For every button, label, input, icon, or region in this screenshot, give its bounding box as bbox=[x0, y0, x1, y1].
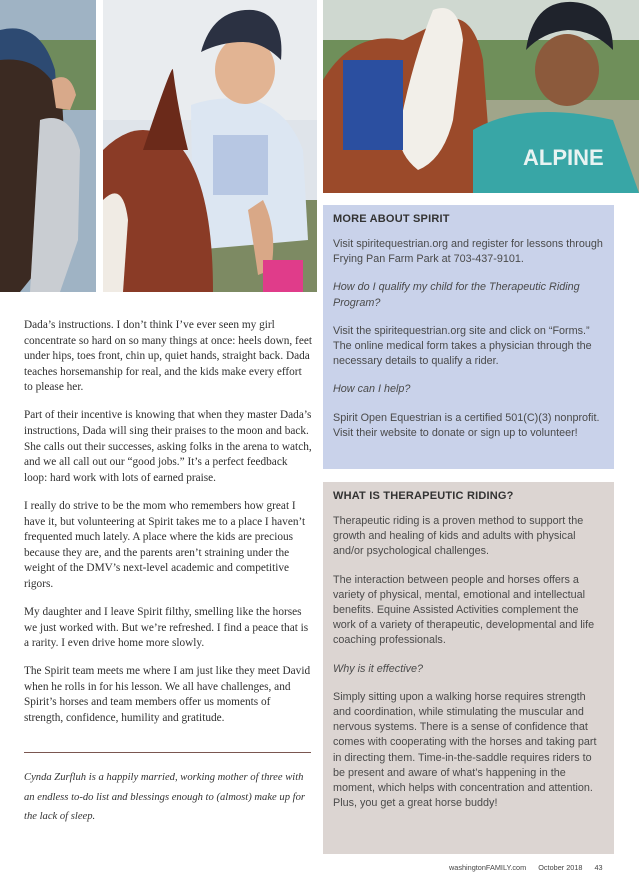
sidebar-heading: MORE ABOUT SPIRIT bbox=[333, 213, 450, 225]
article-body bbox=[24, 318, 312, 739]
sidebar-paragraph: Visit the spiritequestrian.org site and click on “Forms.” The online medical form takes a physician through the necessary details to qualify a rider. bbox=[333, 324, 592, 368]
article-paragraph: My daughter and I leave Spirit filthy, smelling like the horses we just worked with. But we’re refreshed. I find a peace that is a rarity. I even drive home more slowly. bbox=[24, 606, 309, 650]
sidebar-paragraph: Simply sitting upon a walking horse requires strength and coordination, while stimulating the muscular and nervous systems. There is a sense of confidence that comes with cooperating with the horses and taking part in directing them. Time-in-the-saddle requires riders to be present and aware of what’s happening in the moment, which helps with concentration and attention. Plus, you get a great horse buddy! bbox=[333, 690, 597, 810]
author-bio: Cynda Zurfluh is a happily married, working mother of three with an endless to-do list and blessings enough to (almost) make up for the lack of sleep. bbox=[24, 772, 306, 822]
article-paragraph: Dada’s instructions. I don’t think I’ve ever seen my girl concentrate so hard on so many things at once: heels down, feet under hips, toes front, chin up, quiet hands, straight back. Dada teaches horsemanship for real, and the kids make every effort to please her. bbox=[24, 319, 312, 394]
sidebar-therapeutic-riding bbox=[323, 482, 614, 854]
sidebar-paragraph: Visit spiritequestrian.org and register for lessons through Frying Pan Farm Park at 703-437-9101. bbox=[333, 238, 603, 266]
sidebar-paragraph: Therapeutic riding is a proven method to support the growth and healing of kids and adults with physical and/or psychological challenges. bbox=[333, 515, 584, 558]
photo-girl-with-horse-image bbox=[323, 0, 639, 193]
page-number: 43 bbox=[594, 863, 603, 872]
photo-girl-on-horse bbox=[103, 0, 317, 292]
shirt-text: ALPINE bbox=[523, 145, 604, 170]
bio-divider bbox=[24, 752, 311, 753]
footer-site: washingtonFAMILY.com bbox=[449, 863, 527, 872]
photo-rider-left-image bbox=[0, 0, 96, 292]
article-paragraph: I really do strive to be the mom who remembers how great I have it, but volunteering at Spirit takes me to a place I haven’t frequented much lately. A place where the kids are precious because they are, and the parents aren’t straining under the weight of the DMV’s next-level academic and competitive rigors. bbox=[24, 499, 306, 590]
photo-girl-on-horse-image bbox=[103, 0, 317, 292]
sidebar-heading: WHAT IS THERAPEUTIC RIDING? bbox=[333, 490, 514, 502]
sidebar-paragraph: Spirit Open Equestrian is a certified 501(C)(3) nonprofit. Visit their website to donate or sign up to volunteer! bbox=[333, 411, 600, 439]
photo-rider-left bbox=[0, 0, 96, 292]
sidebar-question: Why is it effective? bbox=[333, 662, 424, 675]
sidebar-question: How do I qualify my child for the Therapeutic Riding Program? bbox=[333, 281, 580, 309]
article-paragraph: Part of their incentive is knowing that when they master Dada’s instructions, Dada will sing their praises to the moon and back. She calls out their successes, asking folks in the arena to watch, and we all call out our “good jobs.” It’s a perfect feedback loop: hard work with lots of earned praise. bbox=[24, 409, 312, 484]
photo-girl-with-horse bbox=[323, 0, 639, 193]
sidebar-more-about-spirit bbox=[323, 205, 614, 469]
sidebar-question: How can I help? bbox=[333, 383, 411, 396]
footer-date: October 2018 bbox=[538, 863, 583, 872]
page-footer bbox=[449, 863, 619, 872]
sidebar-paragraph: The interaction between people and horses offers a variety of physical, mental, emotional and intellectual benefits. Equine Assisted Activities complement the work of a variety of therapeutic, developmental and life coaching professionals. bbox=[333, 573, 595, 647]
article-paragraph: The Spirit team meets me where I am just like they meet David when he rolls in for his lesson. We all have challenges, and Spirit’s horses and team members offer us moments of strength, confidence, humility and gratitude. bbox=[24, 665, 311, 725]
